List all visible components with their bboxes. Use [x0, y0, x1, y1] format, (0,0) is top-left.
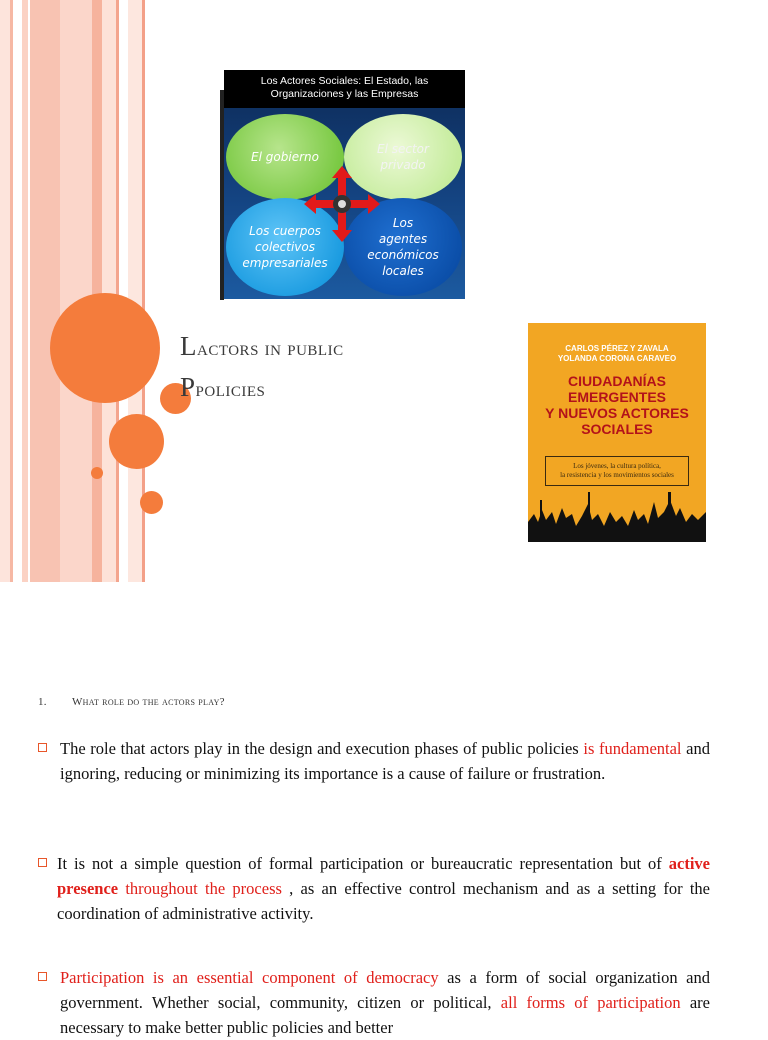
text-run: The role that actors play in the design and execution phases of public policies — [60, 739, 584, 758]
decorative-circle-medium — [109, 414, 164, 469]
highlight-text: Participation is an essential component of democracy — [60, 968, 439, 987]
section-title: What role do the actors play? — [72, 696, 225, 708]
book-title-line: SOCIALES — [581, 421, 653, 437]
highlight-text: throughout the process — [118, 879, 282, 898]
book-author: CARLOS PÉREZ Y ZAVALA — [565, 344, 669, 353]
decorative-stripes — [0, 0, 150, 582]
bullet-text — [60, 965, 710, 1040]
book-author: YOLANDA CORONA CARAVEO — [557, 354, 677, 363]
square-bullet-icon — [38, 743, 47, 752]
title-initial: L — [180, 331, 197, 361]
bullet-item-1 — [38, 736, 710, 786]
book-title — [528, 373, 706, 437]
oval-label: El gobierno — [251, 150, 319, 164]
section-number: 1. — [38, 696, 47, 708]
title-line-2: policies — [195, 377, 266, 401]
decorative-circle-tiny — [91, 467, 103, 479]
oval-label: El sector privado — [377, 142, 429, 172]
crowd-silhouette-image — [528, 492, 706, 542]
book-title-line: CIUDADANÍAS — [568, 373, 666, 389]
text-run: It is not a simple question of formal participation or bureaucratic representation but of — [57, 854, 669, 873]
four-way-arrow-icon — [304, 166, 380, 242]
book-title-line: EMERGENTES — [567, 389, 666, 405]
highlight-text: all forms of participation — [500, 993, 681, 1012]
bullet-text — [60, 736, 710, 786]
text-run: and ignoring, reducing or minimizing its importance is a cause of failure or frustration. — [60, 739, 710, 783]
book-title-line: Y NUEVOS ACTORES — [545, 405, 689, 421]
social-actors-diagram — [224, 70, 465, 299]
text-run: are necessary to make better public policies and better — [60, 993, 710, 1037]
square-bullet-icon — [38, 972, 47, 981]
highlight-text-bold: active presence — [57, 854, 710, 898]
bullet-item-2 — [38, 851, 710, 926]
bullet-text — [57, 851, 710, 926]
diagram-title: Los Actores Sociales: El Estado, las Organizaciones y las Empresas — [224, 70, 465, 108]
section-heading — [38, 696, 225, 708]
square-bullet-icon — [38, 858, 47, 867]
highlight-text: is fundamental — [583, 739, 682, 758]
book-subtitle-banner — [545, 456, 689, 486]
book-subtitle: la resistencia y los movimientos sociales — [560, 471, 674, 479]
text-run: as a form of social organization and government. Whether social, community, citizen or political, — [60, 968, 711, 1012]
text-run: , as an effective control mechanism and as a setting for the coordination of administrative activity. — [57, 879, 710, 923]
slide-title — [180, 328, 344, 410]
book-cover — [528, 323, 706, 542]
decorative-circle-small-2 — [140, 491, 163, 514]
book-subtitle: Los jóvenes, la cultura política, — [573, 462, 661, 470]
oval-label: Los cuerpos colectivos empresariales — [242, 224, 328, 270]
title-line-1: actors in public — [197, 336, 344, 360]
decorative-circle-large — [50, 293, 160, 403]
book-authors — [528, 344, 706, 364]
bullet-item-3 — [38, 965, 710, 1040]
oval-label: Los agentes económicos locales — [367, 216, 439, 278]
title-initial-2: P — [180, 372, 196, 402]
